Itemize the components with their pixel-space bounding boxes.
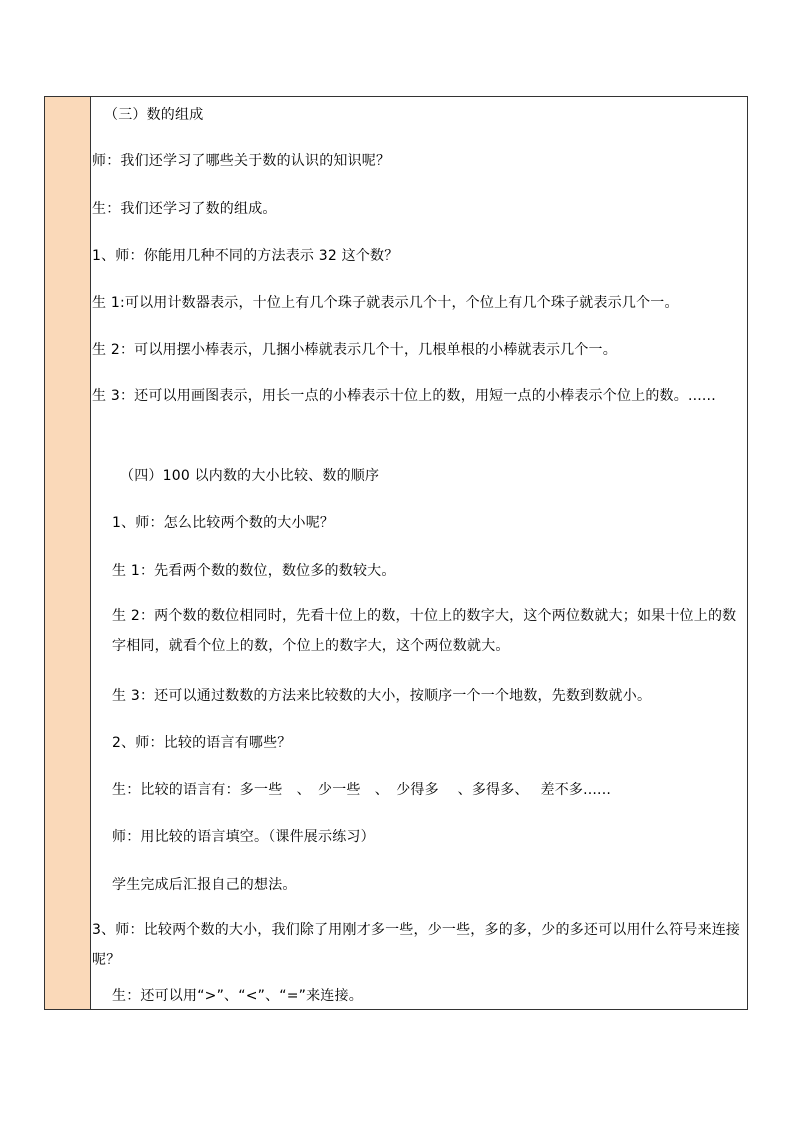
paragraph: 1、师：你能用几种不同的方法表示 32 这个数？ (92, 248, 399, 264)
section-heading-three: （三）数的组成 (104, 107, 204, 123)
paragraph: 生 3：还可以用画图表示，用长一点的小棒表示十位上的数，用短一点的小棒表示个位上的数。...... (92, 388, 716, 404)
paragraph: 1、师：怎么比较两个数的大小呢？ (112, 515, 335, 531)
lesson-table (44, 96, 748, 1010)
side-column (45, 97, 91, 1009)
section-heading-four: （四）100 以内数的大小比较、数的顺序 (120, 468, 380, 484)
paragraph: 生：比较的语言有：多一些 、 少一些 、 少得多 、多得多、 差不多...... (112, 782, 611, 798)
paragraph: 生 1:可以用计数器表示，十位上有几个珠子就表示几个十，个位上有几个珠子就表示几个一。 (92, 295, 679, 311)
paragraph: 生 1：先看两个数的数位，数位多的数较大。 (112, 563, 396, 579)
paragraph: 生 3：还可以通过数数的方法来比较数的大小，按顺序一个一个地数，先数到数就小。 (112, 688, 652, 704)
paragraph: 3、师：比较两个数的大小，我们除了用刚才多一些，少一些，多的多，少的多还可以用什么符号来连接呢？ (92, 922, 741, 968)
paragraph: 生：还可以用“>”、“<”、“=”来连接。 (112, 988, 363, 1004)
paragraph: 生：我们还学习了数的组成。 (92, 201, 277, 217)
paragraph: 学生完成后汇报自己的想法。 (112, 877, 297, 893)
lesson-content (92, 97, 747, 1009)
paragraph: 师：用比较的语言填空。（课件展示练习） (112, 829, 375, 845)
paragraph: 生 2：可以用摆小棒表示，几捆小棒就表示几个十，几根单根的小棒就表示几个一。 (92, 342, 617, 358)
paragraph: 师：我们还学习了哪些关于数的认识的知识呢？ (92, 153, 391, 169)
paragraph: 生 2：两个数的数位相同时，先看十位上的数，十位上的数字大，这个两位数就大；如果十位上的数字相同，就看个位上的数，个位上的数字大，这个两位数就大。 (112, 608, 737, 654)
paragraph: 2、师：比较的语言有哪些？ (112, 735, 292, 751)
